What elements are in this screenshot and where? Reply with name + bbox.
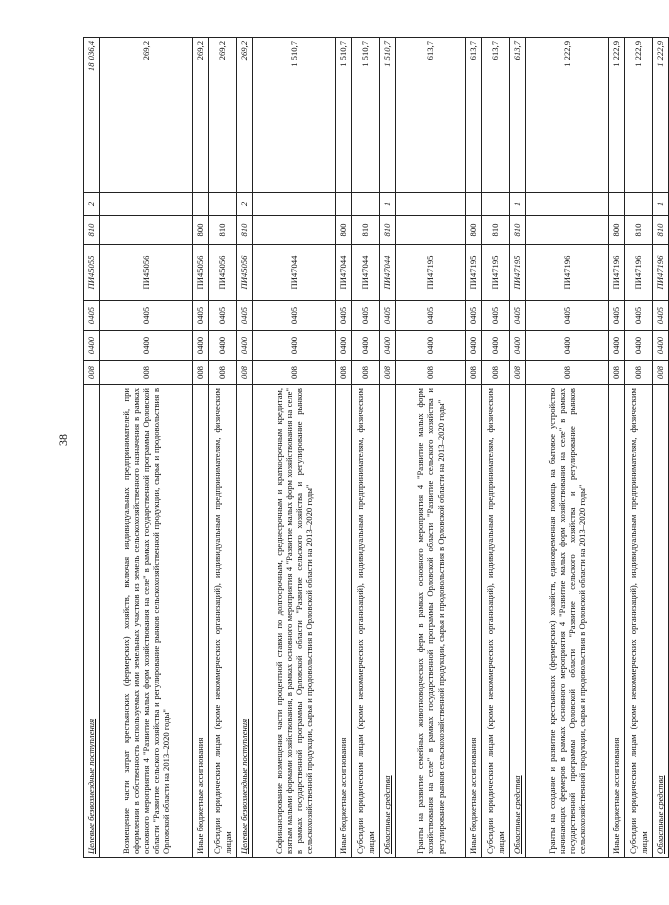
table-row: [609, 38, 625, 858]
target-article-cell: ПИ47196: [609, 245, 625, 301]
subsection-cell: 0405: [336, 301, 352, 331]
target-article-cell: ПИ47195: [510, 245, 526, 301]
ministry-code-cell: 008: [253, 361, 336, 385]
row-name-cell: [653, 385, 669, 858]
amount-cell: 1 222,9: [526, 38, 609, 193]
ministry-code-cell: 008: [237, 361, 253, 385]
amount-cell: 613,7: [482, 38, 510, 193]
amount-cell: 18 036,4: [84, 38, 100, 193]
table-row: [396, 38, 466, 858]
page-number: 38: [56, 434, 70, 446]
target-article-cell: ПИ45056: [100, 245, 193, 301]
table-row: [84, 38, 100, 858]
table-row: [209, 38, 237, 858]
source-code-cell: [253, 193, 336, 216]
amount-cell: 613,7: [510, 38, 526, 193]
ministry-code-cell: 008: [193, 361, 209, 385]
expense-type-cell: 810: [380, 216, 396, 245]
row-name-text: Субсидии юридическим лицам (кроме некоммерческих организаций), индивидуальным предпринимателям, физическим лицам: [212, 388, 233, 854]
row-name-text: Возмещение части затрат крестьянских (фермерских) хозяйств, включая индивидуальных предпринимателей, при оформлении в собственность используемых ими земельных участков из земель сельскохозяйственного назначения в рамках основного мероприятия 4 "Развитие малых форм хозяйствования на селе" в рамках государственной программы Орловской области "Развитие сельского хозяйства и регулирование рынков сельскохозяйственной продукции, сырья и продовольствия в Орловской области на 2013–2020 годы": [120, 388, 172, 854]
ministry-code-cell: 008: [609, 361, 625, 385]
table-row: [237, 38, 253, 858]
source-code-cell: [609, 193, 625, 216]
expense-type-cell: 810: [625, 216, 653, 245]
row-name-text: Целевые безвозмездные поступления: [239, 718, 250, 854]
ministry-code-cell: 008: [336, 361, 352, 385]
table-row: [482, 38, 510, 858]
subsection-cell: 0405: [482, 301, 510, 331]
table-row: [336, 38, 352, 858]
source-code-cell: [336, 193, 352, 216]
source-code-cell: 1: [380, 193, 396, 216]
subsection-cell: 0405: [510, 301, 526, 331]
section-cell: 0400: [380, 331, 396, 361]
amount-cell: 1 222,9: [609, 38, 625, 193]
row-name-cell: [466, 385, 482, 858]
expense-type-cell: 810: [653, 216, 669, 245]
budget-table-body: [84, 38, 669, 858]
expense-type-cell: 810: [84, 216, 100, 245]
ministry-code-cell: 008: [84, 361, 100, 385]
budget-table: [83, 37, 669, 858]
subsection-cell: 0405: [100, 301, 193, 331]
row-name-cell: [510, 385, 526, 858]
amount-cell: 1 510,7: [352, 38, 380, 193]
row-name-cell: [237, 385, 253, 858]
target-article-cell: ПИ47044: [336, 245, 352, 301]
section-cell: 0400: [653, 331, 669, 361]
expense-type-cell: 810: [510, 216, 526, 245]
table-row: [253, 38, 336, 858]
amount-cell: 269,2: [100, 38, 193, 193]
row-name-cell: [625, 385, 653, 858]
table-row: [380, 38, 396, 858]
section-cell: 0400: [193, 331, 209, 361]
target-article-cell: ПИ47195: [466, 245, 482, 301]
expense-type-cell: [526, 216, 609, 245]
row-name-text: Областные средства: [655, 775, 666, 854]
section-cell: 0400: [510, 331, 526, 361]
row-name-cell: [209, 385, 237, 858]
amount-cell: 1 510,7: [253, 38, 336, 193]
table-row: [100, 38, 193, 858]
target-article-cell: ПИ47044: [380, 245, 396, 301]
source-code-cell: [625, 193, 653, 216]
amount-cell: 1 222,9: [653, 38, 669, 193]
section-cell: 0400: [526, 331, 609, 361]
subsection-cell: 0405: [380, 301, 396, 331]
row-name-text: Гранты на развитие семейных животноводческих ферм в рамках основного мероприятия 4 "Развитие малых форм хозяйствования на селе" в рамках государственной программы Орловской области "Развитие сельского хозяйства и регулирование рынков сельскохозяйственной продукции, сырья и продовольствия в Орловской области на 2013–2020 годы": [415, 388, 446, 854]
row-name-text: Иные бюджетные ассигнования: [338, 737, 349, 854]
ministry-code-cell: 008: [466, 361, 482, 385]
section-cell: 0400: [209, 331, 237, 361]
row-name-cell: [336, 385, 352, 858]
subsection-cell: 0405: [253, 301, 336, 331]
subsection-cell: 0405: [352, 301, 380, 331]
ministry-code-cell: 008: [510, 361, 526, 385]
row-name-cell: [100, 385, 193, 858]
ministry-code-cell: 008: [482, 361, 510, 385]
subsection-cell: 0405: [609, 301, 625, 331]
source-code-cell: 1: [653, 193, 669, 216]
target-article-cell: ПИ47044: [253, 245, 336, 301]
amount-cell: 1 510,7: [380, 38, 396, 193]
table-row: [510, 38, 526, 858]
ministry-code-cell: 008: [526, 361, 609, 385]
expense-type-cell: 800: [609, 216, 625, 245]
table-row: [466, 38, 482, 858]
subsection-cell: 0405: [209, 301, 237, 331]
target-article-cell: ПИ45056: [209, 245, 237, 301]
source-code-cell: [352, 193, 380, 216]
ministry-code-cell: 008: [380, 361, 396, 385]
expense-type-cell: 810: [237, 216, 253, 245]
expense-type-cell: [396, 216, 466, 245]
row-name-text: Целевые безвозмездные поступления: [86, 718, 97, 854]
expense-type-cell: [253, 216, 336, 245]
table-row: [526, 38, 609, 858]
expense-type-cell: 800: [466, 216, 482, 245]
ministry-code-cell: 008: [625, 361, 653, 385]
rotated-page: [83, 38, 666, 858]
target-article-cell: ПИ47195: [396, 245, 466, 301]
source-code-cell: [466, 193, 482, 216]
amount-cell: 613,7: [466, 38, 482, 193]
target-article-cell: ПИ47196: [653, 245, 669, 301]
row-name-cell: [380, 385, 396, 858]
source-code-cell: [209, 193, 237, 216]
ministry-code-cell: 008: [209, 361, 237, 385]
table-row: [653, 38, 669, 858]
row-name-text: Иные бюджетные ассигнования: [195, 737, 206, 854]
subsection-cell: 0405: [193, 301, 209, 331]
subsection-cell: 0405: [625, 301, 653, 331]
row-name-cell: [253, 385, 336, 858]
amount-cell: 613,7: [396, 38, 466, 193]
section-cell: 0400: [253, 331, 336, 361]
subsection-cell: 0405: [84, 301, 100, 331]
row-name-text: Областные средства: [512, 775, 523, 854]
amount-cell: 269,2: [237, 38, 253, 193]
row-name-cell: [352, 385, 380, 858]
row-name-cell: [482, 385, 510, 858]
expense-type-cell: 810: [352, 216, 380, 245]
table-row: [352, 38, 380, 858]
subsection-cell: 0405: [653, 301, 669, 331]
section-cell: 0400: [609, 331, 625, 361]
row-name-cell: [609, 385, 625, 858]
subsection-cell: 0405: [466, 301, 482, 331]
section-cell: 0400: [625, 331, 653, 361]
amount-cell: 1 510,7: [336, 38, 352, 193]
row-name-text: Иные бюджетные ассигнования: [468, 737, 479, 854]
row-name-cell: [396, 385, 466, 858]
source-code-cell: [396, 193, 466, 216]
row-name-text: Иные бюджетные ассигнования: [611, 737, 622, 854]
source-code-cell: [193, 193, 209, 216]
row-name-text: Субсидии юридическим лицам (кроме некоммерческих организаций), индивидуальным предпринимателям, физическим лицам: [628, 388, 649, 854]
source-code-cell: [482, 193, 510, 216]
expense-type-cell: 800: [336, 216, 352, 245]
target-article-cell: ПИ47044: [352, 245, 380, 301]
section-cell: 0400: [466, 331, 482, 361]
table-row: [625, 38, 653, 858]
row-name-text: Областные средства: [382, 775, 393, 854]
row-name-text: Субсидии юридическим лицам (кроме некоммерческих организаций), индивидуальным предпринимателям, физическим лицам: [485, 388, 506, 854]
source-code-cell: 2: [237, 193, 253, 216]
target-article-cell: ПИ45055: [84, 245, 100, 301]
subsection-cell: 0405: [526, 301, 609, 331]
row-name-text: Гранты на создание и развитие крестьянских (фермерских) хозяйств, единовременная помощь на бытовое устройство начинающих фермеров в рамках основного мероприятия 4 "Развитие малых форм хозяйствования на селе" в рамках государственной программы Орловской области "Развитие сельского хозяйства и регулирование рынков сельскохозяйственной продукции, сырья и продовольствия в Орловской области на 2013–2020 годы": [546, 388, 588, 854]
table-row: [193, 38, 209, 858]
expense-type-cell: [100, 216, 193, 245]
ministry-code-cell: 008: [352, 361, 380, 385]
ministry-code-cell: 008: [653, 361, 669, 385]
section-cell: 0400: [84, 331, 100, 361]
row-name-cell: [526, 385, 609, 858]
amount-cell: 269,2: [209, 38, 237, 193]
section-cell: 0400: [352, 331, 380, 361]
expense-type-cell: 810: [482, 216, 510, 245]
section-cell: 0400: [100, 331, 193, 361]
source-code-cell: [526, 193, 609, 216]
row-name-text: Субсидии юридическим лицам (кроме некоммерческих организаций), индивидуальным предпринимателям, физическим лицам: [355, 388, 376, 854]
section-cell: 0400: [237, 331, 253, 361]
amount-cell: 1 222,9: [625, 38, 653, 193]
target-article-cell: ПИ45056: [237, 245, 253, 301]
section-cell: 0400: [396, 331, 466, 361]
row-name-cell: [193, 385, 209, 858]
row-name-text: Софинансирование возмещения части процентной ставки по долгосрочным, среднесрочным и краткосрочным кредитам, взятым малыми формами хозяйствования, в рамках основного мероприятия 4 "Развитие малых форм хозяйствования на селе" в рамках государственной программы Орловской области "Развитие сельского хозяйства и регулирование рынков сельскохозяйственной продукции, сырья и продовольствия в Орловской области на 2013–2020 годы": [273, 388, 315, 854]
subsection-cell: 0405: [237, 301, 253, 331]
ministry-code-cell: 008: [396, 361, 466, 385]
expense-type-cell: 800: [193, 216, 209, 245]
subsection-cell: 0405: [396, 301, 466, 331]
target-article-cell: ПИ47196: [625, 245, 653, 301]
target-article-cell: ПИ47196: [526, 245, 609, 301]
source-code-cell: [100, 193, 193, 216]
target-article-cell: ПИ45056: [193, 245, 209, 301]
amount-cell: 269,2: [193, 38, 209, 193]
section-cell: 0400: [482, 331, 510, 361]
target-article-cell: ПИ47195: [482, 245, 510, 301]
source-code-cell: 2: [84, 193, 100, 216]
ministry-code-cell: 008: [100, 361, 193, 385]
section-cell: 0400: [336, 331, 352, 361]
source-code-cell: 1: [510, 193, 526, 216]
expense-type-cell: 810: [209, 216, 237, 245]
row-name-cell: [84, 385, 100, 858]
